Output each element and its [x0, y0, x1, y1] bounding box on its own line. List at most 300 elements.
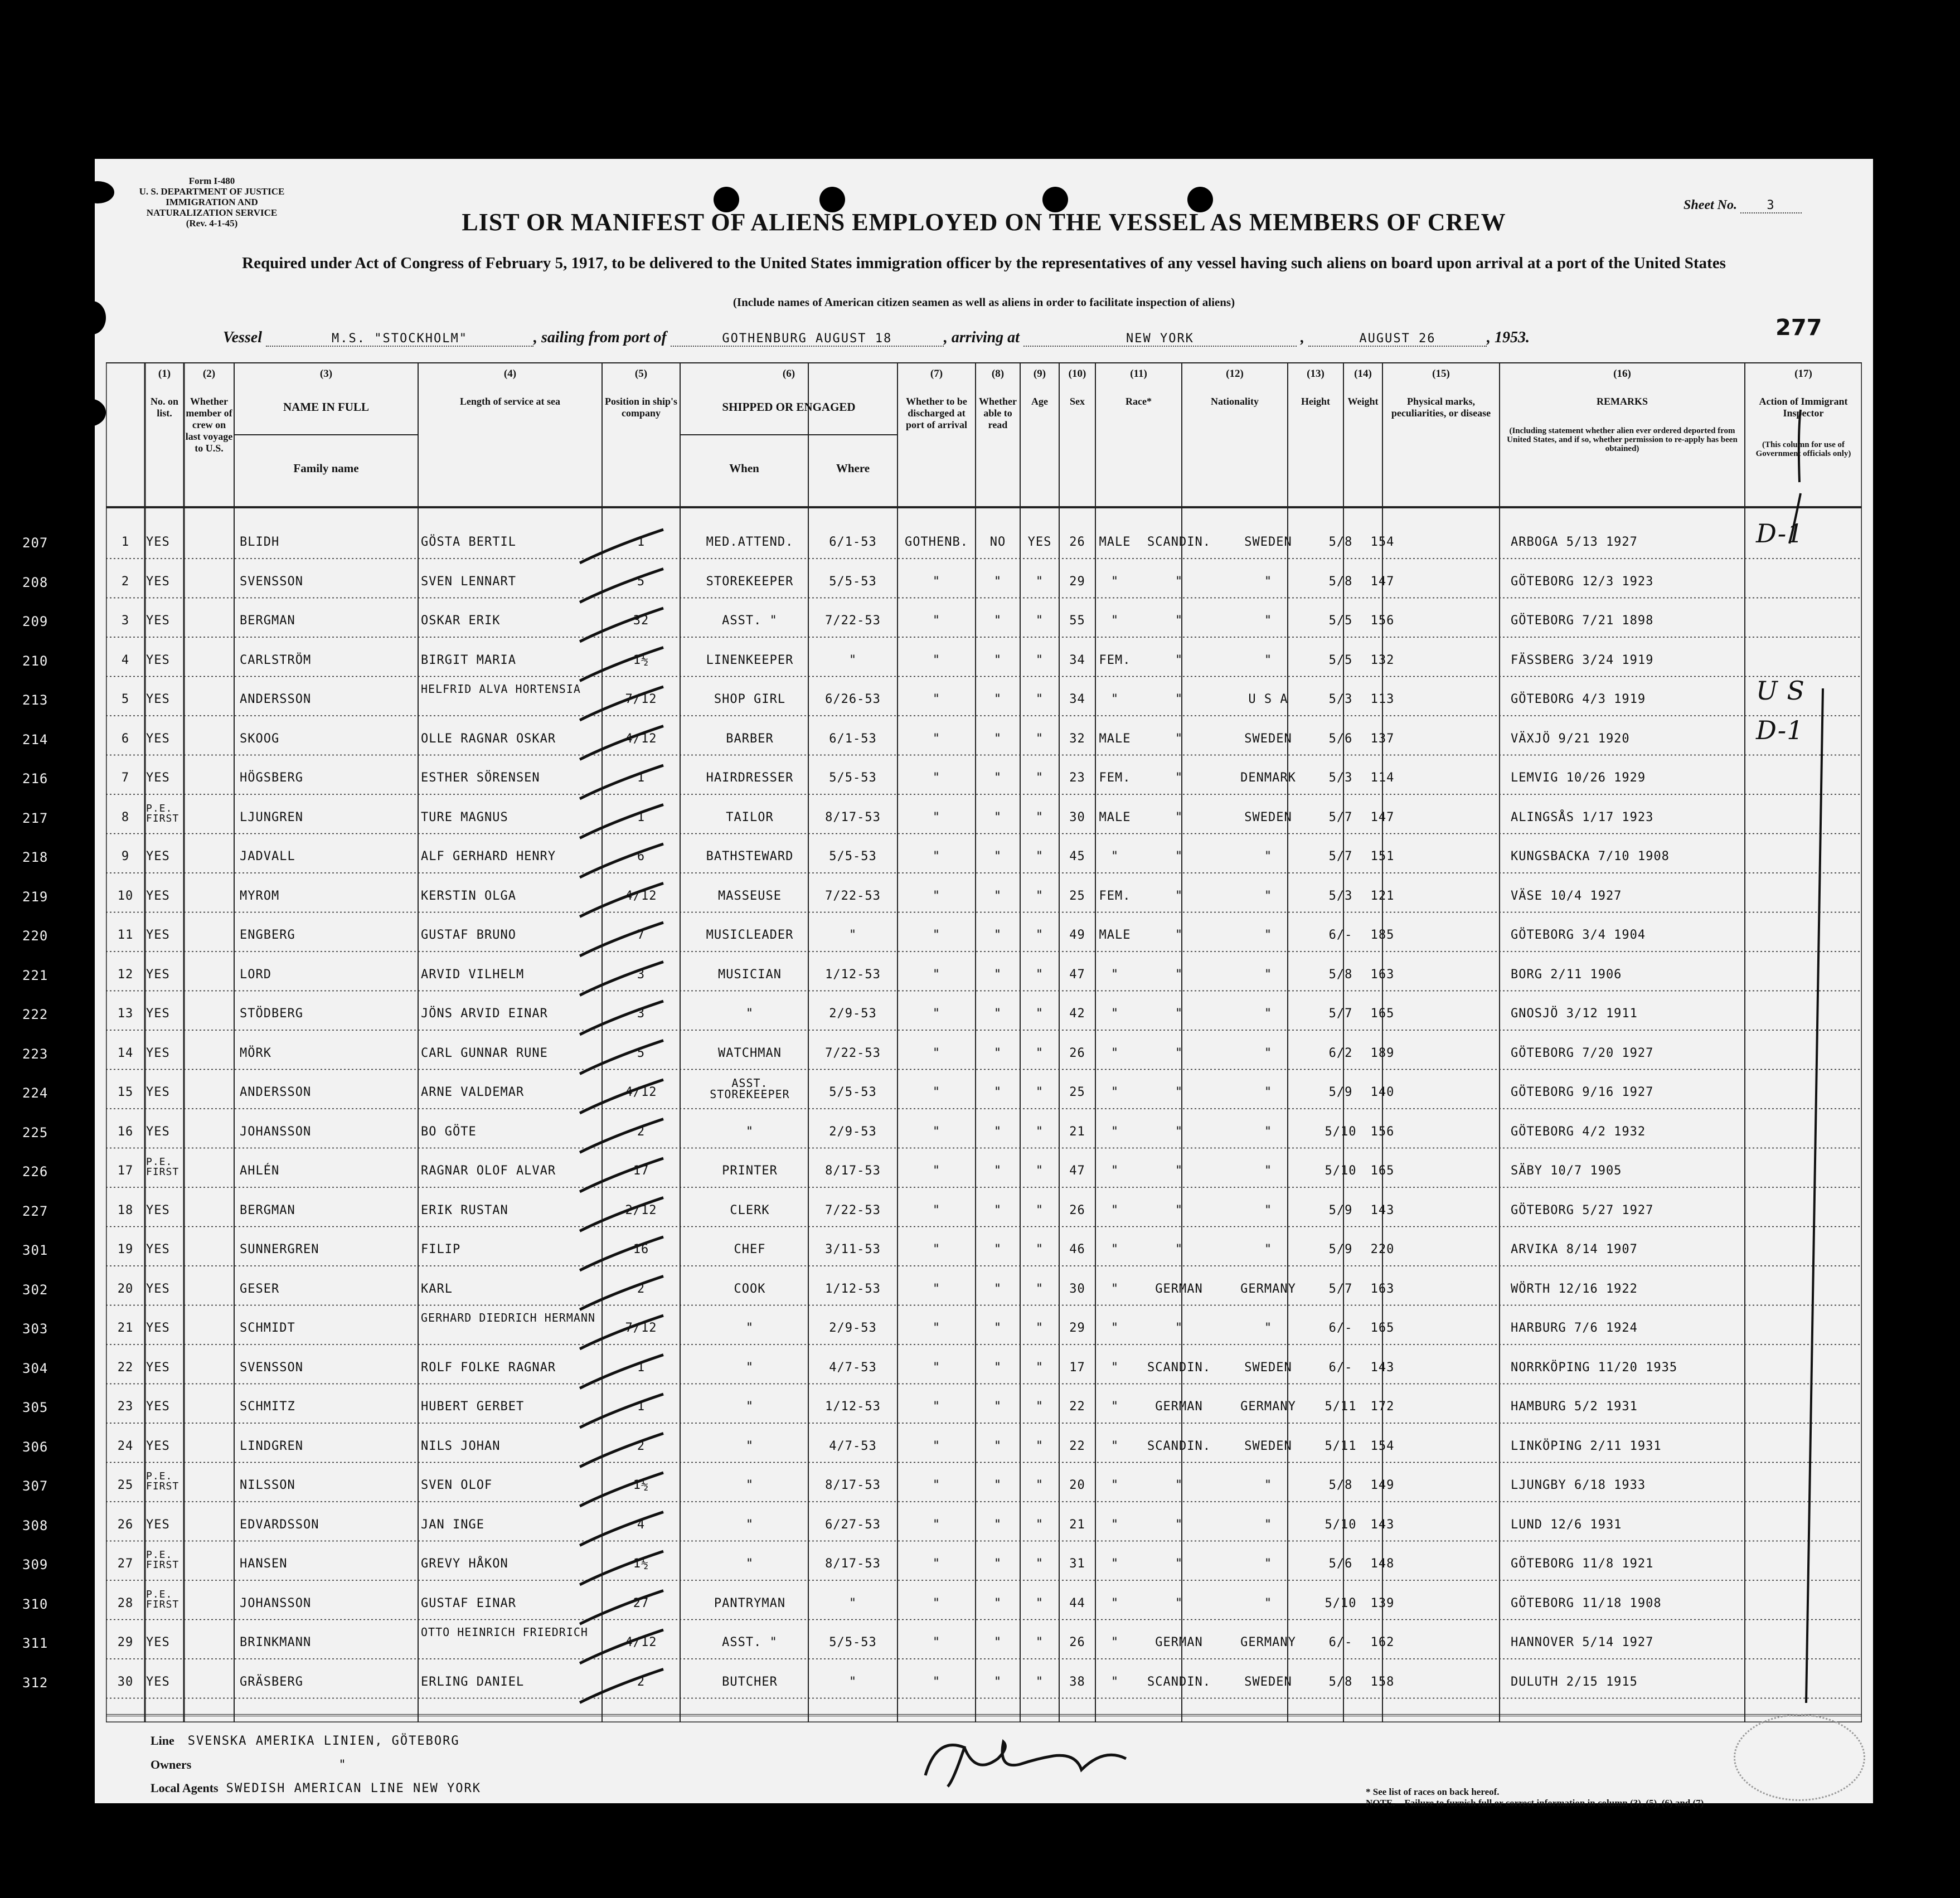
- row-10-height: 5/3: [1328, 889, 1353, 903]
- row-26-given: JAN INGE: [421, 1517, 484, 1532]
- check-stroke: [580, 726, 663, 760]
- row-7-position: HAIRDRESSER: [706, 771, 794, 785]
- row-26-weight: 143: [1370, 1517, 1395, 1532]
- row-7-read: ": [1035, 771, 1044, 785]
- row-20-sex: ": [1110, 1281, 1119, 1296]
- row-30-sex: ": [1110, 1674, 1119, 1689]
- row-27-given: GREVY HÅKON: [421, 1557, 508, 1571]
- subheader-remarks-note: (Including statement whether alien ever ordered deported from United States, and if so, whether permission to re-apply has been obtained): [1507, 426, 1738, 453]
- row-30-position: BUTCHER: [722, 1674, 778, 1689]
- row-11-remarks: GÖTEBORG 3/4 1904: [1511, 928, 1646, 942]
- agents-field: Local Agents SWEDISH AMERICAN LINE NEW YORK: [151, 1781, 481, 1795]
- row-6-position: BARBER: [726, 731, 774, 746]
- row-1-sex: MALE: [1099, 535, 1131, 549]
- column-number-15: (15): [1432, 368, 1450, 380]
- row-6-action: D-1: [1756, 715, 1804, 745]
- row-10-family: MYROM: [240, 889, 280, 903]
- column-header-10: Sex: [1070, 396, 1085, 407]
- row-29-service: 4/12: [625, 1635, 657, 1649]
- row-16-height: 5/10: [1325, 1124, 1357, 1139]
- row-7-sex: FEM.: [1099, 771, 1131, 785]
- row-8-where: ": [932, 810, 941, 824]
- row-12-read: ": [1035, 967, 1044, 982]
- check-stroke: [580, 1434, 663, 1467]
- row-6-no: 6: [121, 731, 130, 746]
- check-stroke: [580, 765, 663, 799]
- row-4-given: BIRGIT MARIA: [421, 653, 516, 667]
- row-2-age: 29: [1069, 574, 1085, 589]
- row-10-remarks: VÄSE 10/4 1927: [1511, 889, 1622, 903]
- row-21-age: 29: [1069, 1321, 1085, 1335]
- row-10-age: 25: [1069, 889, 1085, 903]
- row-9-height: 5/7: [1328, 850, 1353, 863]
- row-19-position: CHEF: [734, 1242, 766, 1256]
- row-18-when: 7/22-53: [825, 1203, 881, 1217]
- punch-hole: [72, 399, 106, 426]
- row-18-remarks: GÖTEBORG 5/27 1927: [1511, 1203, 1654, 1217]
- row-19-family: SUNNERGREN: [240, 1242, 319, 1256]
- column-header-13: Height: [1301, 396, 1330, 407]
- row-6-given: OLLE RAGNAR OSKAR: [421, 731, 556, 746]
- row-14-read: ": [1035, 1046, 1044, 1060]
- column-header-11: Race*: [1125, 396, 1152, 407]
- row-25-no: 25: [117, 1478, 134, 1492]
- row-10-nat: ": [1264, 889, 1273, 903]
- row-12-last: YES: [146, 967, 170, 982]
- row-19-height: 5/9: [1328, 1242, 1353, 1256]
- row-28-read: ": [1035, 1596, 1044, 1610]
- row-26-remarks: LUND 12/6 1931: [1511, 1517, 1622, 1532]
- manifest-table: [22, 362, 1862, 1722]
- row-30-disch: ": [993, 1674, 1002, 1689]
- row-14-race: ": [1175, 1046, 1183, 1060]
- row-30-remarks: DULUTH 2/15 1915: [1511, 1674, 1638, 1689]
- row-27-sex: ": [1110, 1557, 1119, 1571]
- row-15-when: 5/5-53: [829, 1085, 877, 1099]
- row-18-nat: ": [1264, 1203, 1273, 1217]
- row-2-sex: ": [1110, 574, 1119, 589]
- row-16-when: 2/9-53: [829, 1124, 877, 1139]
- column-number-1: (1): [158, 368, 171, 380]
- row-24-weight: 154: [1370, 1439, 1395, 1453]
- row-28-given: GUSTAF EINAR: [421, 1596, 516, 1610]
- row-27-position: ": [745, 1557, 754, 1571]
- column-header-5: Position in ship's company: [604, 396, 678, 419]
- row-18-no: 18: [117, 1203, 134, 1217]
- row-3-race: ": [1175, 614, 1183, 628]
- row-10-ref: 219: [22, 889, 48, 905]
- column-number-14: (14): [1354, 368, 1372, 380]
- footer-notes: * See list of races on back hereof. NOTE.—Failure to furnish full or correct information in column (3), (5), (6) and (7): [1366, 1787, 1704, 1808]
- row-19-nat: ": [1264, 1242, 1273, 1256]
- row-15-last: YES: [146, 1085, 170, 1099]
- row-22-ref: 304: [22, 1360, 48, 1376]
- row-9-no: 9: [121, 850, 130, 863]
- row-10-no: 10: [117, 889, 134, 903]
- row-13-position: ": [745, 1007, 754, 1021]
- column-header-3: NAME IN FULL: [283, 400, 369, 414]
- signature: [914, 1725, 1148, 1792]
- row-22-service: 1: [637, 1360, 646, 1375]
- row-15-given: ARNE VALDEMAR: [421, 1085, 525, 1099]
- row-14-nat: ": [1264, 1046, 1273, 1060]
- check-stroke: [580, 1276, 663, 1310]
- row-16-ref: 225: [22, 1124, 48, 1140]
- row-23-ref: 305: [22, 1400, 48, 1415]
- row-2-last: YES: [146, 574, 170, 589]
- row-8-last: P.E. FIRST: [146, 802, 179, 824]
- row-27-read: ": [1035, 1557, 1044, 1571]
- row-21-sex: ": [1110, 1321, 1119, 1335]
- row-7-disch: ": [993, 771, 1002, 785]
- row-22-weight: 143: [1370, 1360, 1395, 1375]
- row-17-remarks: SÄBY 10/7 1905: [1511, 1164, 1622, 1178]
- row-3-ref: 209: [22, 614, 48, 629]
- row-25-ref: 307: [22, 1478, 48, 1494]
- row-21-last: YES: [146, 1321, 170, 1335]
- row-2-no: 2: [121, 574, 130, 589]
- row-8-when: 8/17-53: [825, 810, 881, 824]
- row-17-ref: 226: [22, 1164, 48, 1179]
- row-1-family: BLIDH: [240, 535, 280, 549]
- row-25-when: 8/17-53: [825, 1478, 881, 1492]
- row-9-ref: 218: [22, 850, 48, 865]
- row-3-last: YES: [146, 614, 170, 628]
- row-7-service: 1: [637, 771, 646, 785]
- row-13-ref: 222: [22, 1007, 48, 1022]
- row-14-where: ": [932, 1046, 941, 1060]
- row-23-position: ": [745, 1400, 754, 1414]
- row-3-remarks: GÖTEBORG 7/21 1898: [1511, 614, 1654, 628]
- row-5-remarks: GÖTEBORG 4/3 1919: [1511, 692, 1646, 706]
- row-26-service: 4: [637, 1517, 646, 1532]
- row-28-nat: ": [1264, 1596, 1273, 1610]
- row-9-nat: ": [1264, 850, 1273, 863]
- row-3-given: OSKAR ERIK: [421, 614, 501, 628]
- row-14-sex: ": [1110, 1046, 1119, 1060]
- check-stroke: [580, 687, 663, 720]
- row-20-height: 5/7: [1328, 1281, 1353, 1296]
- check-stroke: [580, 1630, 663, 1663]
- row-4-sex: FEM.: [1099, 653, 1131, 667]
- row-8-given: TURE MAGNUS: [421, 810, 508, 824]
- row-1-remarks: ARBOGA 5/13 1927: [1511, 535, 1638, 549]
- row-20-given: KARL: [421, 1281, 453, 1296]
- row-16-no: 16: [117, 1124, 134, 1139]
- row-4-ref: 210: [22, 653, 48, 669]
- row-2-remarks: GÖTEBORG 12/3 1923: [1511, 574, 1654, 589]
- row-3-where: ": [932, 614, 941, 628]
- row-6-weight: 137: [1370, 731, 1395, 746]
- row-19-sex: ": [1110, 1242, 1119, 1256]
- row-15-position: ASST. STOREKEEPER: [710, 1076, 790, 1101]
- row-21-family: SCHMIDT: [240, 1321, 295, 1335]
- row-18-read: ": [1035, 1203, 1044, 1217]
- row-23-sex: ": [1110, 1400, 1119, 1414]
- arrival-year: 53.: [1510, 329, 1530, 346]
- row-30-race: SCANDIN.: [1147, 1674, 1211, 1689]
- row-17-sex: ": [1110, 1164, 1119, 1178]
- row-22-race: SCANDIN.: [1147, 1360, 1211, 1375]
- row-22-no: 22: [117, 1360, 134, 1375]
- row-2-given: SVEN LENNART: [421, 574, 516, 589]
- row-22-family: SVENSSON: [240, 1360, 303, 1375]
- row-16-disch: ": [993, 1124, 1002, 1139]
- check-stroke: [580, 1158, 663, 1192]
- row-12-remarks: BORG 2/11 1906: [1511, 967, 1622, 982]
- departure-port: GOTHENBURG AUGUST 18: [671, 332, 944, 347]
- row-10-read: ": [1035, 889, 1044, 903]
- row-26-where: ": [932, 1517, 941, 1532]
- row-2-where: ": [932, 574, 941, 589]
- row-28-disch: ": [993, 1596, 1002, 1610]
- row-25-service: 1½: [633, 1478, 649, 1492]
- row-4-no: 4: [121, 653, 130, 667]
- row-17-read: ": [1035, 1164, 1044, 1178]
- row-28-age: 44: [1069, 1596, 1085, 1610]
- row-2-when: 5/5-53: [829, 574, 877, 589]
- row-27-last: P.E. FIRST: [146, 1549, 179, 1571]
- row-8-height: 5/7: [1328, 810, 1353, 824]
- row-11-disch: ": [993, 928, 1002, 942]
- row-4-where: ": [932, 653, 941, 667]
- row-24-height: 5/11: [1325, 1439, 1357, 1453]
- row-22-where: ": [932, 1360, 941, 1375]
- column-number-6: (6): [782, 368, 795, 380]
- row-23-remarks: HAMBURG 5/2 1931: [1511, 1400, 1638, 1414]
- row-21-disch: ": [993, 1321, 1002, 1335]
- row-5-where: ": [932, 692, 941, 706]
- row-15-disch: ": [993, 1085, 1002, 1099]
- row-26-when: 6/27-53: [825, 1517, 881, 1532]
- row-25-race: ": [1175, 1478, 1183, 1492]
- row-17-age: 47: [1069, 1164, 1085, 1178]
- row-4-last: YES: [146, 653, 170, 667]
- row-7-weight: 114: [1370, 771, 1395, 785]
- row-22-last: YES: [146, 1360, 170, 1375]
- row-9-race: ": [1175, 850, 1183, 863]
- column-number-13: (13): [1307, 368, 1325, 380]
- row-18-disch: ": [993, 1203, 1002, 1217]
- row-22-given: ROLF FOLKE RAGNAR: [421, 1360, 556, 1375]
- row-9-last: YES: [146, 850, 170, 863]
- row-10-sex: FEM.: [1099, 889, 1131, 903]
- row-20-remarks: WÖRTH 12/16 1922: [1511, 1281, 1638, 1296]
- row-8-nat: SWEDEN: [1244, 810, 1292, 824]
- row-4-weight: 132: [1370, 653, 1395, 667]
- check-stroke: [580, 1591, 663, 1624]
- row-5-nat: U S A: [1248, 692, 1288, 706]
- sheet-number: Sheet No. 3: [1684, 198, 1802, 213]
- row-6-read: ": [1035, 731, 1044, 746]
- inspector-marks: [1728, 399, 1862, 1708]
- row-13-service: 3: [637, 1007, 646, 1021]
- row-12-where: ": [932, 967, 941, 982]
- row-27-disch: ": [993, 1557, 1002, 1571]
- row-5-height: 5/3: [1328, 692, 1353, 706]
- row-25-sex: ": [1110, 1478, 1119, 1492]
- row-11-race: ": [1175, 928, 1183, 942]
- form-identifier: Form I-480 U. S. DEPARTMENT OF JUSTICE IMMIGRATION AND NATURALIZATION SERVICE (Rev. 4-1-45): [139, 176, 285, 229]
- row-15-service: 4/12: [625, 1085, 657, 1099]
- row-7-no: 7: [121, 771, 130, 785]
- row-30-height: 5/8: [1328, 1674, 1353, 1689]
- row-13-height: 5/7: [1328, 1007, 1353, 1021]
- row-21-given: GERHARD DIEDRICH HERMANN: [421, 1311, 595, 1324]
- column-header-1: No. on list.: [150, 396, 178, 419]
- row-11-sex: MALE: [1099, 928, 1131, 942]
- owners-field: Owners ": [151, 1758, 347, 1772]
- row-5-family: ANDERSSON: [240, 692, 312, 706]
- row-11-family: ENGBERG: [240, 928, 295, 942]
- row-29-height: 6/-: [1328, 1635, 1353, 1649]
- row-19-service: 16: [633, 1242, 649, 1256]
- row-2-ref: 208: [22, 574, 48, 590]
- row-26-sex: ": [1110, 1517, 1119, 1532]
- row-11-last: YES: [146, 928, 170, 942]
- row-29-weight: 162: [1370, 1635, 1395, 1649]
- row-12-given: ARVID VILHELM: [421, 967, 525, 982]
- row-24-age: 22: [1069, 1439, 1085, 1453]
- row-21-remarks: HARBURG 7/6 1924: [1511, 1321, 1638, 1335]
- row-26-age: 21: [1069, 1517, 1085, 1532]
- vessel-name: M.S. "STOCKHOLM": [266, 332, 533, 347]
- row-9-weight: 151: [1370, 850, 1395, 863]
- row-20-race: GERMAN: [1155, 1281, 1203, 1296]
- row-27-race: ": [1175, 1557, 1183, 1571]
- row-14-family: MÖRK: [240, 1046, 271, 1060]
- row-29-last: YES: [146, 1635, 170, 1649]
- row-12-service: 3: [637, 967, 646, 982]
- row-27-no: 27: [117, 1557, 134, 1571]
- row-14-given: CARL GUNNAR RUNE: [421, 1046, 548, 1060]
- row-5-action: U S: [1756, 676, 1805, 706]
- row-4-read: ": [1035, 653, 1044, 667]
- column-header-14: Weight: [1347, 396, 1379, 407]
- row-5-age: 34: [1069, 692, 1085, 706]
- row-5-sex: ": [1110, 692, 1119, 706]
- row-8-remarks: ALINGSÅS 1/17 1923: [1511, 810, 1654, 824]
- row-15-sex: ": [1110, 1085, 1119, 1099]
- row-25-family: NILSSON: [240, 1478, 295, 1492]
- row-17-disch: ": [993, 1164, 1002, 1178]
- row-30-service: 2: [637, 1674, 646, 1689]
- row-12-race: ": [1175, 967, 1183, 982]
- row-15-weight: 140: [1370, 1085, 1395, 1099]
- page-subtitle: Required under Act of Congress of February 5, 1917, to be delivered to the United States immigration officer by the representatives of any vessel having such aliens on board upon arrival at a port of the United States: [242, 254, 1726, 272]
- row-10-when: 7/22-53: [825, 889, 881, 903]
- row-13-where: ": [932, 1007, 941, 1021]
- row-30-nat: SWEDEN: [1244, 1674, 1292, 1689]
- row-8-weight: 147: [1370, 810, 1395, 824]
- row-28-remarks: GÖTEBORG 11/18 1908: [1511, 1596, 1662, 1610]
- row-12-no: 12: [117, 967, 134, 982]
- row-19-disch: ": [993, 1242, 1002, 1256]
- row-10-service: 4/12: [625, 889, 657, 903]
- row-13-when: 2/9-53: [829, 1007, 877, 1021]
- row-30-weight: 158: [1370, 1674, 1395, 1689]
- row-8-read: ": [1035, 810, 1044, 824]
- row-1-nat: SWEDEN: [1244, 535, 1292, 549]
- column-number-4: (4): [503, 368, 517, 380]
- row-6-nat: SWEDEN: [1244, 731, 1292, 746]
- check-stroke: [580, 1512, 663, 1546]
- row-19-read: ": [1035, 1242, 1044, 1256]
- check-stroke: [580, 1355, 663, 1389]
- row-28-ref: 310: [22, 1596, 48, 1612]
- punch-hole: [33, 103, 59, 129]
- row-7-where: ": [932, 771, 941, 785]
- row-9-position: BATHSTEWARD: [706, 850, 794, 863]
- row-16-position: ": [745, 1124, 754, 1139]
- row-17-when: 8/17-53: [825, 1164, 881, 1178]
- column-number-16: (16): [1613, 368, 1631, 380]
- row-24-nat: SWEDEN: [1244, 1439, 1292, 1453]
- row-22-read: ": [1035, 1360, 1044, 1375]
- check-stroke: [580, 569, 663, 603]
- row-6-age: 32: [1069, 731, 1085, 746]
- row-28-family: JOHANSSON: [240, 1596, 312, 1610]
- row-27-weight: 148: [1370, 1557, 1395, 1571]
- row-22-position: ": [745, 1360, 754, 1375]
- row-28-no: 28: [117, 1596, 134, 1610]
- row-28-service: 27: [633, 1596, 649, 1610]
- row-12-disch: ": [993, 967, 1002, 982]
- row-3-service: 32: [633, 614, 649, 628]
- row-20-nat: GERMANY: [1240, 1281, 1296, 1296]
- row-3-position: ASST. ": [722, 614, 778, 628]
- row-11-nat: ": [1264, 928, 1273, 942]
- row-14-no: 14: [117, 1046, 134, 1060]
- row-1-where: GOTHENB.: [905, 535, 968, 549]
- row-30-read: ": [1035, 1674, 1044, 1689]
- row-14-age: 26: [1069, 1046, 1085, 1060]
- row-12-when: 1/12-53: [825, 967, 881, 982]
- row-10-position: MASSEUSE: [718, 889, 782, 903]
- row-4-race: ": [1175, 653, 1183, 667]
- row-17-last: P.E. FIRST: [146, 1156, 179, 1178]
- row-2-read: ": [1035, 574, 1044, 589]
- row-22-age: 17: [1069, 1360, 1085, 1375]
- row-24-read: ": [1035, 1439, 1044, 1453]
- page-subnote: (Include names of American citizen seamen as well as aliens in order to facilitate inspection of aliens): [732, 295, 1235, 309]
- row-3-read: ": [1035, 614, 1044, 628]
- row-11-weight: 185: [1370, 928, 1395, 942]
- row-24-race: SCANDIN.: [1147, 1439, 1211, 1453]
- row-24-family: LINDGREN: [240, 1439, 303, 1453]
- vessel-line: Vessel M.S. "STOCKHOLM" , sailing from port of GOTHENBURG AUGUST 18 , arriving at NEW YORK , AUGUST 26 , 1953.: [223, 329, 1530, 346]
- row-26-position: ": [745, 1517, 754, 1532]
- row-28-last: P.E. FIRST: [146, 1588, 179, 1610]
- row-14-weight: 189: [1370, 1046, 1395, 1060]
- row-10-where: ": [932, 889, 941, 903]
- row-8-race: ": [1175, 810, 1183, 824]
- row-20-disch: ": [993, 1281, 1002, 1296]
- row-15-family: ANDERSSON: [240, 1085, 312, 1099]
- row-27-service: 1½: [633, 1557, 649, 1571]
- row-1-read: YES: [1027, 535, 1052, 549]
- row-29-race: GERMAN: [1155, 1635, 1203, 1649]
- row-11-given: GUSTAF BRUNO: [421, 928, 516, 942]
- row-11-where: ": [932, 928, 941, 942]
- column-number-3: (3): [319, 368, 333, 380]
- row-27-height: 5/6: [1328, 1557, 1353, 1571]
- row-12-ref: 221: [22, 967, 48, 983]
- row-6-sex: MALE: [1099, 731, 1131, 746]
- row-22-nat: SWEDEN: [1244, 1360, 1292, 1375]
- row-13-sex: ": [1110, 1007, 1119, 1021]
- row-7-age: 23: [1069, 771, 1085, 785]
